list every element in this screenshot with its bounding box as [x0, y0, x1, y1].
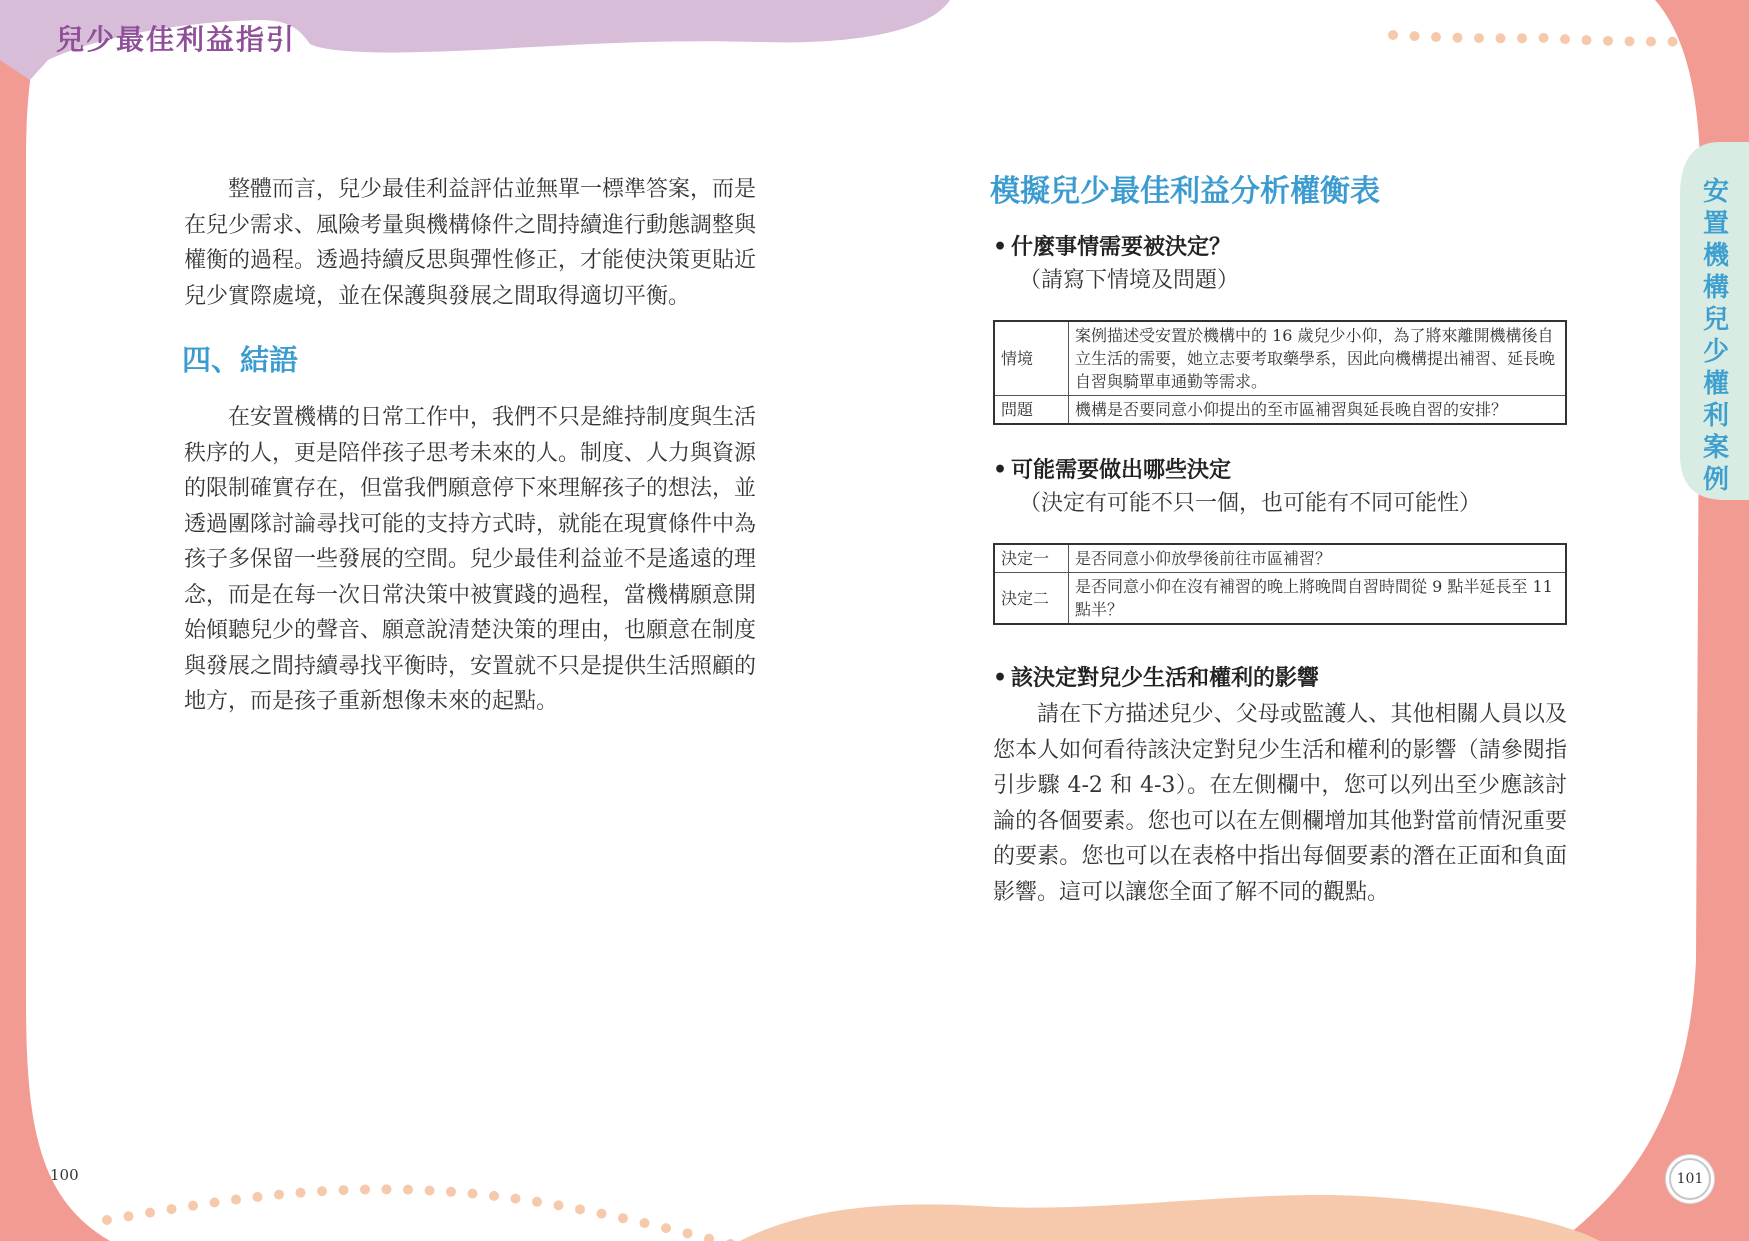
decorative-dot: [360, 1184, 370, 1194]
table-cell-label: 問題: [994, 396, 1069, 425]
decorative-dot: [446, 1187, 456, 1197]
analysis-table-title: 模擬兒少最佳利益分析權衡表: [990, 174, 1380, 209]
decorative-dot: [188, 1201, 198, 1211]
decorative-dot: [704, 1234, 714, 1241]
decorative-dot: [167, 1204, 177, 1214]
decorative-dot: [382, 1184, 392, 1194]
table-cell-text: 是否同意小仰在沒有補習的晚上將晚間自習時間從 9 點半延長至 11 點半？: [1069, 573, 1567, 625]
impact-paragraph: 請在下方描述兒少、父母或監護人、其他相關人員以及您本人如何看待該決定對兒少生活和權利的影響（請參閱指引步驟 4-2 和 4-3）。在左側欄中，您可以列出至少應該討論的各個要素。您也可以在左側欄增加其他對當前情況重要的要素。您也可以在表格中指出每個要素的潛在正面和負面影響。這可以讓您全面了解不同的觀點。: [993, 702, 1567, 905]
table-cell-label: 決定一: [994, 544, 1069, 573]
decorative-dot: [618, 1213, 628, 1223]
bullet-note: （決定有可能不只一個，也可能有不同可能性）: [1019, 491, 1482, 516]
left-page-content: [184, 172, 756, 720]
page-number-left: 100: [50, 1166, 79, 1184]
bullet-heading: 該決定對兒少生活和權利的影響: [1011, 665, 1320, 691]
decorative-dot: [1517, 33, 1527, 43]
table-cell-text: 是否同意小仰放學後前往市區補習？: [1069, 544, 1567, 573]
bullet-note: （請寫下情境及問題）: [1019, 268, 1240, 293]
situation-table: [993, 320, 1567, 425]
side-tab-label: 安置機構兒少權利案例: [1702, 177, 1729, 495]
decorative-dot: [1560, 34, 1570, 44]
header-title: 兒少最佳利益指引: [56, 23, 297, 56]
decorative-dot: [468, 1189, 478, 1199]
decorative-dot: [661, 1223, 671, 1233]
decorative-dot: [1582, 35, 1592, 45]
table-cell-label: 情境: [994, 321, 1069, 396]
decorative-dot: [1539, 33, 1549, 43]
decorative-dot: [231, 1195, 241, 1205]
decorative-dot: [532, 1197, 542, 1207]
decorative-dot: [145, 1208, 155, 1218]
decorative-dot: [253, 1192, 263, 1202]
decorative-dot: [1668, 37, 1678, 47]
decorative-dot: [575, 1204, 585, 1214]
right-page-content: [990, 172, 1567, 910]
decorative-dot: [554, 1200, 564, 1210]
bullet-heading: 可能需要做出哪些決定: [1011, 457, 1232, 483]
bullet-impact: [993, 661, 1567, 695]
bullet-icon: •: [993, 457, 1008, 483]
decorative-dot: [403, 1185, 413, 1195]
decorative-dot: [274, 1190, 284, 1200]
table-row: [994, 544, 1566, 573]
decorative-dot: [511, 1194, 521, 1204]
bullet-possible-decisions: [993, 453, 1567, 487]
decorative-dot: [1646, 37, 1656, 47]
section-heading-conclusion: 四、結語: [182, 343, 299, 377]
decorative-dot: [1410, 31, 1420, 41]
decorative-dot: [1388, 30, 1398, 40]
decorative-dot: [489, 1191, 499, 1201]
decorative-dot: [425, 1185, 435, 1195]
bullet-icon: •: [993, 234, 1008, 260]
table-row: [994, 573, 1566, 625]
decorative-dot: [1625, 36, 1635, 46]
decorative-dot: [1496, 33, 1506, 43]
conclusion-paragraph: 在安置機構的日常工作中，我們不只是維持制度與生活秩序的人，更是陪伴孩子思考未來的人。制度、人力與資源的限制確實存在，但當我們願意停下來理解孩子的想法，並透過團隊討論尋找可能的支持方式時，就能在現實條件中為孩子多保留一些發展的空間。兒少最佳利益並不是遙遠的理念，而是在每一次日常決策中被實踐的過程，當機構願意開始傾聽兒少的聲音、願意說清楚決策的理由，也願意在制度與發展之間持續尋找平衡時，安置就不只是提供生活照顧的地方，而是孩子重新想像未來的起點。: [184, 405, 757, 714]
intro-paragraph: 整體而言，兒少最佳利益評估並無單一標準答案，而是在兒少需求、風險考量與機構條件之間持續進行動態調整與權衡的過程。透過持續反思與彈性修正，才能使決策更貼近兒少實際處境，並在保護與發展之間取得適切平衡。: [184, 177, 757, 309]
bullet-what-to-decide: [993, 230, 1567, 264]
bullet-icon: •: [993, 665, 1008, 691]
decorative-dot: [1431, 32, 1441, 42]
page-number-right: 101: [1669, 1158, 1711, 1200]
table-cell-text: 案例描述受安置於機構中的 16 歲兒少小仰，為了將來離開機構後自立生活的需要，她立志要考取藥學系，因此向機構提出補習、延長晚自習與騎單車通勤等需求。: [1069, 321, 1567, 396]
coral-border-left: [0, 0, 110, 1241]
decorative-dot: [124, 1211, 134, 1221]
table-cell-label: 決定二: [994, 573, 1069, 625]
table-cell-text: 機構是否要同意小仰提出的至市區補習與延長晚自習的安排？: [1069, 396, 1567, 425]
decisions-table: [993, 543, 1567, 625]
decorative-dot: [296, 1188, 306, 1198]
decorative-dot: [683, 1228, 693, 1238]
decorative-dot: [1453, 33, 1463, 43]
table-row: [994, 321, 1566, 396]
decorative-dot: [210, 1197, 220, 1207]
decorative-dot: [640, 1218, 650, 1228]
bullet-heading: 什麼事情需要被決定？: [1011, 234, 1232, 260]
table-row: [994, 396, 1566, 425]
top-dot-decoration: [1388, 30, 1678, 47]
decorative-dot: [339, 1185, 349, 1195]
decorative-dot: [1474, 33, 1484, 43]
decorative-dot: [597, 1209, 607, 1219]
decorative-dot: [317, 1186, 327, 1196]
peach-bottom-wave: [740, 1195, 1600, 1241]
bottom-dot-decoration: [102, 1184, 736, 1241]
decorative-dot: [102, 1215, 112, 1225]
decorative-dot: [1603, 36, 1613, 46]
